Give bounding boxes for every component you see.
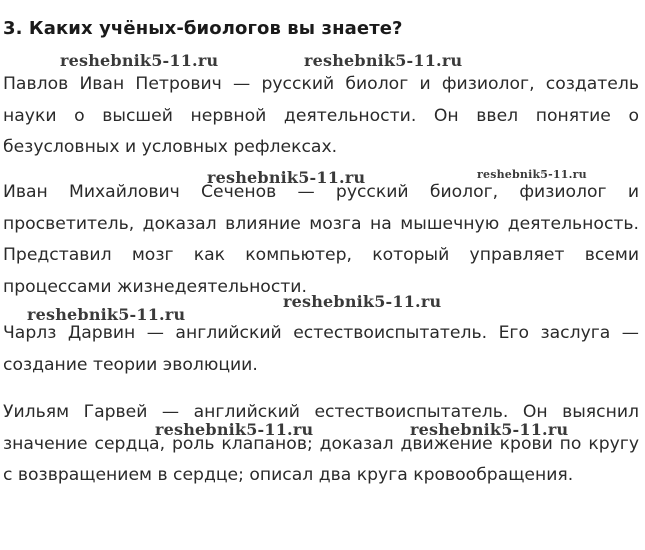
watermark: reshebnik5-11.ru [155,420,314,439]
watermark: reshebnik5-11.ru [304,51,463,70]
paragraph-darwin: Чарлз Дарвин — английский естествоиспытатель. Его заслуга — создание теории эволюции. [3,323,639,375]
watermark: reshebnik5-11.ru [207,168,366,187]
paragraph-sechenov: Иван Михайлович Сеченов — русский биолог, физиолог и просветитель, доказал влияние мозга на мышечную деятельность. Представил мозг как компьютер, который управляет всеми процессами жизнедеятельности. [3,182,639,297]
watermark: reshebnik5-11.ru [477,168,587,181]
paragraph-harvey: Уильям Гарвей — английский естествоиспытатель. Он выяснил значение сердца, роль клапанов; доказал движение крови по кругу с возвращением в сердце; описал два круга кровообращения. [3,402,639,485]
watermark: reshebnik5-11.ru [410,420,569,439]
watermark: reshebnik5-11.ru [60,51,219,70]
question-heading: 3. Каких учёных-биологов вы знаете? [3,18,403,39]
watermark: reshebnik5-11.ru [27,305,186,324]
paragraph-pavlov: Павлов Иван Петрович — русский биолог и физиолог, создатель науки о высшей нервной деятельности. Он ввел понятие о безусловных и условных рефлексах. [3,74,639,157]
watermark: reshebnik5-11.ru [283,292,442,311]
